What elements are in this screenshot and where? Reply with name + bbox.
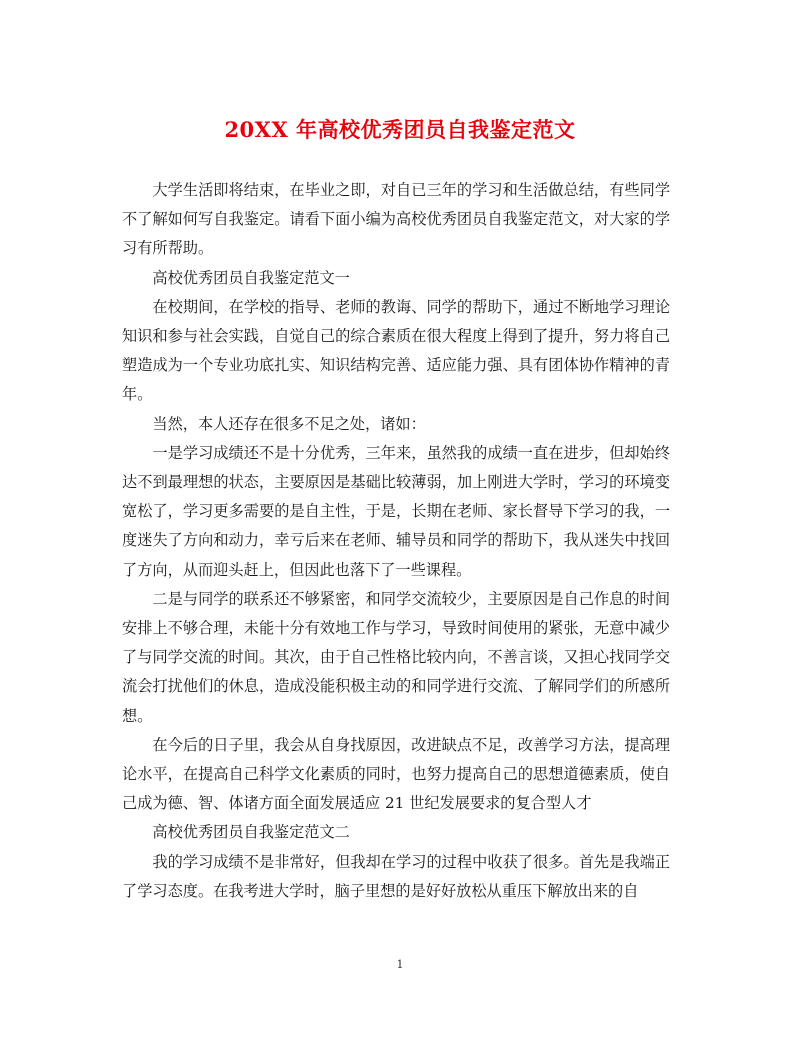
section-heading-1: 高校优秀团员自我鉴定范文一 [152,268,350,287]
body-paragraph: 一是学习成绩还不是十分优秀，三年来，虽然我的成绩一直在进步，但却始终达不到最理想的状态，主要原因是基础比较薄弱，加上刚进大学时，学习的环境变宽松了，学习更多需要的是自主性，于是，长期在老师、家长督导下学习的我，一度迷失了方向和动力，幸亏后来在老师、辅导员和同学的帮助下，我从迷失中找回了方向，从而迎头赶上，但因此也落下了一些课程。 [122,443,670,579]
document-body [122,176,670,906]
body-paragraph: 二是与同学的联系还不够紧密，和同学交流较少，主要原因是自己作息的时间安排上不够合理，未能十分有效地工作与学习，导致时间使用的紧张，无意中减少了与同学交流的时间。其次，由于自己性格比较内向，不善言谈，又担心找同学交流会打扰他们的休息，造成没能积极主动的和同学进行交流、了解同学们的所感所想。 [122,589,670,725]
page-number: 1 [396,958,404,971]
body-paragraph: 在校期间，在学校的指导、老师的教诲、同学的帮助下，通过不断地学习理论知识和参与社会实践，自觉自己的综合素质在很大程度上得到了提升，努力将自己塑造成为一个专业功底扎实、知识结构完善、适应能力强、具有团体协作精神的青年。 [122,297,670,404]
body-paragraph: 当然，本人还存在很多不足之处，诸如： [152,414,426,433]
body-paragraph: 在今后的日子里，我会从自身找原因，改进缺点不足，改善学习方法，提高理论水平，在提高自己科学文化素质的同时，也努力提高自己的思想道德素质，使自己成为德、智、体诸方面全面发展适应 21 世纪发展要求的复合型人才 [122,735,670,813]
intro-paragraph: 大学生活即将结束，在毕业之即，对自已三年的学习和生活做总结，有些同学不了解如何写自我鉴定。请看下面小编为高校优秀团员自我鉴定范文，对大家的学习有所帮助。 [122,181,670,258]
document-title: 20XX 年高校优秀团员自我鉴定范文 [224,117,576,142]
body-paragraph: 我的学习成绩不是非常好，但我却在学习的过程中收获了很多。首先是我端正了学习态度。在我考进大学时，脑子里想的是好好放松从重压下解放出来的自 [122,852,670,900]
section-heading-2: 高校优秀团员自我鉴定范文二 [152,823,350,842]
